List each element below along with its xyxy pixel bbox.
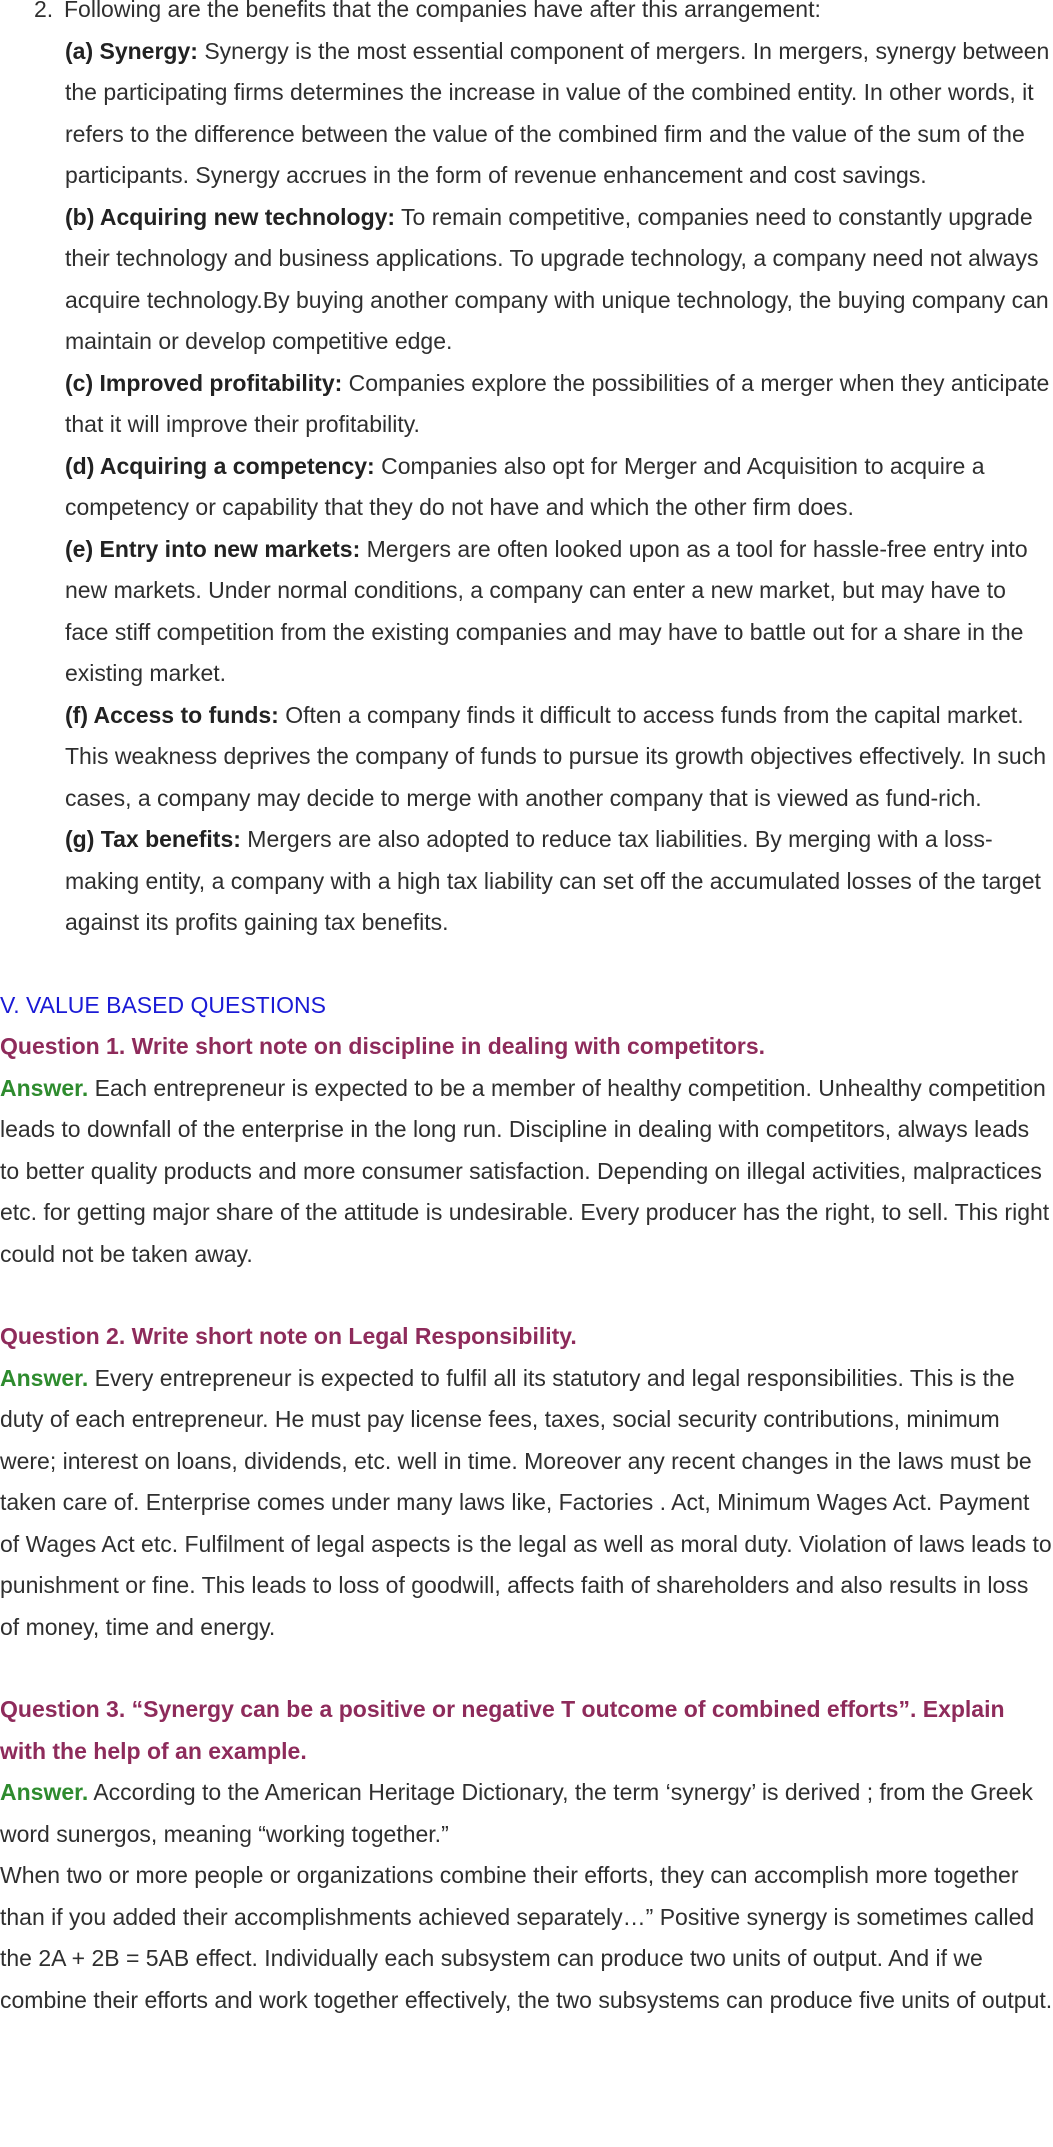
answer-paragraph [0, 1772, 1053, 1855]
benefit-text: Companies also opt for Merger and Acquisition to acquire a competency or capability that they do not have and which the other firm does. [65, 452, 985, 520]
benefit-text: Often a company finds it difficult to access funds from the capital market. This weakness deprives the company of funds to pursue its growth objectives effectively. In such cases, a company may decide to merge with another company that is viewed as fund-rich. [65, 701, 1046, 811]
answer-label: Answer. [0, 1364, 89, 1391]
answer-paragraph [0, 1358, 1053, 1649]
benefit-label: (b) Acquiring new technology: [65, 203, 396, 230]
list-number: 2. [34, 0, 54, 22]
benefit-text: Companies explore the possibilities of a merger when they anticipate that it will improve their profitability. [65, 369, 1050, 437]
answer-text: Each entrepreneur is expected to be a member of healthy competition. Unhealthy competition leads to downfall of the enterprise in the long run. Discipline in dealing with competitors, always leads to better quality products and more consumer satisfaction. Depending on illegal activities, malpractices etc. for getting major share of the attitude is undesirable. Every producer has the right, to sell. This right could not be taken away. [0, 1074, 1050, 1267]
qa-block [0, 1026, 1053, 1275]
question-text: Question 2. Write short note on Legal Responsibility. [0, 1323, 577, 1349]
benefit-label: (c) Improved profitability: [65, 369, 343, 396]
benefit-label: (e) Entry into new markets: [65, 535, 361, 562]
benefit-item [65, 363, 1053, 446]
benefit-text: To remain competitive, companies need to constantly upgrade their technology and business applications. To upgrade technology, a company need not always acquire technology.By buying another company with unique technology, the buying company can maintain or develop competitive edge. [65, 203, 1049, 354]
benefit-text: Mergers are often looked upon as a tool for hassle-free entry into new markets. Under normal conditions, a company can enter a new market, but may have to face stiff competition from the existing companies and may have to battle out for a share in the existing market. [65, 535, 1028, 686]
answer-text: According to the American Heritage Dictionary, the term ‘synergy’ is derived ; from the Greek word sunergos, meaning “working together.” [0, 1779, 1033, 1847]
answer-label: Answer. [0, 1779, 89, 1805]
answer-paragraph [0, 1068, 1053, 1276]
intro-text: Following are the benefits that the companies have after this arrangement: [64, 0, 821, 22]
qa-block [0, 1316, 1053, 1648]
benefits-intro [0, 0, 1053, 31]
benefit-label: (a) Synergy: [65, 37, 198, 64]
benefit-item [65, 695, 1053, 820]
benefit-item [65, 446, 1053, 529]
question-text: Question 3. “Synergy can be a positive or negative T outcome of combined efforts”. Explain with the help of an example. [0, 1696, 1005, 1764]
benefit-item [65, 819, 1053, 944]
answer-label: Answer. [0, 1074, 89, 1101]
benefit-label: (g) Tax benefits: [65, 826, 241, 852]
benefit-item [65, 529, 1053, 695]
qa-block [0, 1689, 1053, 2021]
benefit-label: (d) Acquiring a competency: [65, 452, 375, 479]
benefit-item [65, 31, 1053, 197]
section-heading: V. VALUE BASED QUESTIONS [0, 991, 326, 1018]
benefit-text: Synergy is the most essential component of mergers. In mergers, synergy between the participating firms determines the increase in value of the combined entity. In other words, it refers to the difference between the value of the combined firm and the value of the sum of the participants. Synergy accrues in the form of revenue enhancement and cost savings. [65, 37, 1050, 188]
answer-text: Every entrepreneur is expected to fulfil all its statutory and legal responsibilities. This is the duty of each entrepreneur. He must pay license fees, taxes, social security contributions, minimum were; interest on loans, dividends, etc. well in time. Moreover any recent changes in the laws must be taken care of. Enterprise comes under many laws like, Factories . Act, Minimum Wages Act. Payment of Wages Act etc. Fulfilment of legal aspects is the legal as well as moral duty. Violation of laws leads to punishment or fine. This leads to loss of goodwill, affects faith of shareholders and also results in loss of money, time and energy. [0, 1364, 1052, 1640]
question-text: Question 1. Write short note on discipline in dealing with competitors. [0, 1033, 766, 1059]
benefits-list [0, 31, 1053, 944]
answer-continuation: When two or more people or organizations combine their efforts, they can accomplish more together than if you added their accomplishments achieved separately…” Positive synergy is sometimes called the 2A + 2B = 5AB effect. Individually each subsystem can produce two units of output. And if we combine their efforts and work together effectively, the two subsystems can produce five units of output. [0, 1862, 1053, 2013]
benefit-label: (f) Access to funds: [65, 701, 279, 728]
benefit-item [65, 197, 1053, 363]
benefit-text: Mergers are also adopted to reduce tax liabilities. By merging with a loss-making entity, a company with a high tax liability can set off the accumulated losses of the target against its profits gaining tax benefits. [65, 826, 1041, 935]
